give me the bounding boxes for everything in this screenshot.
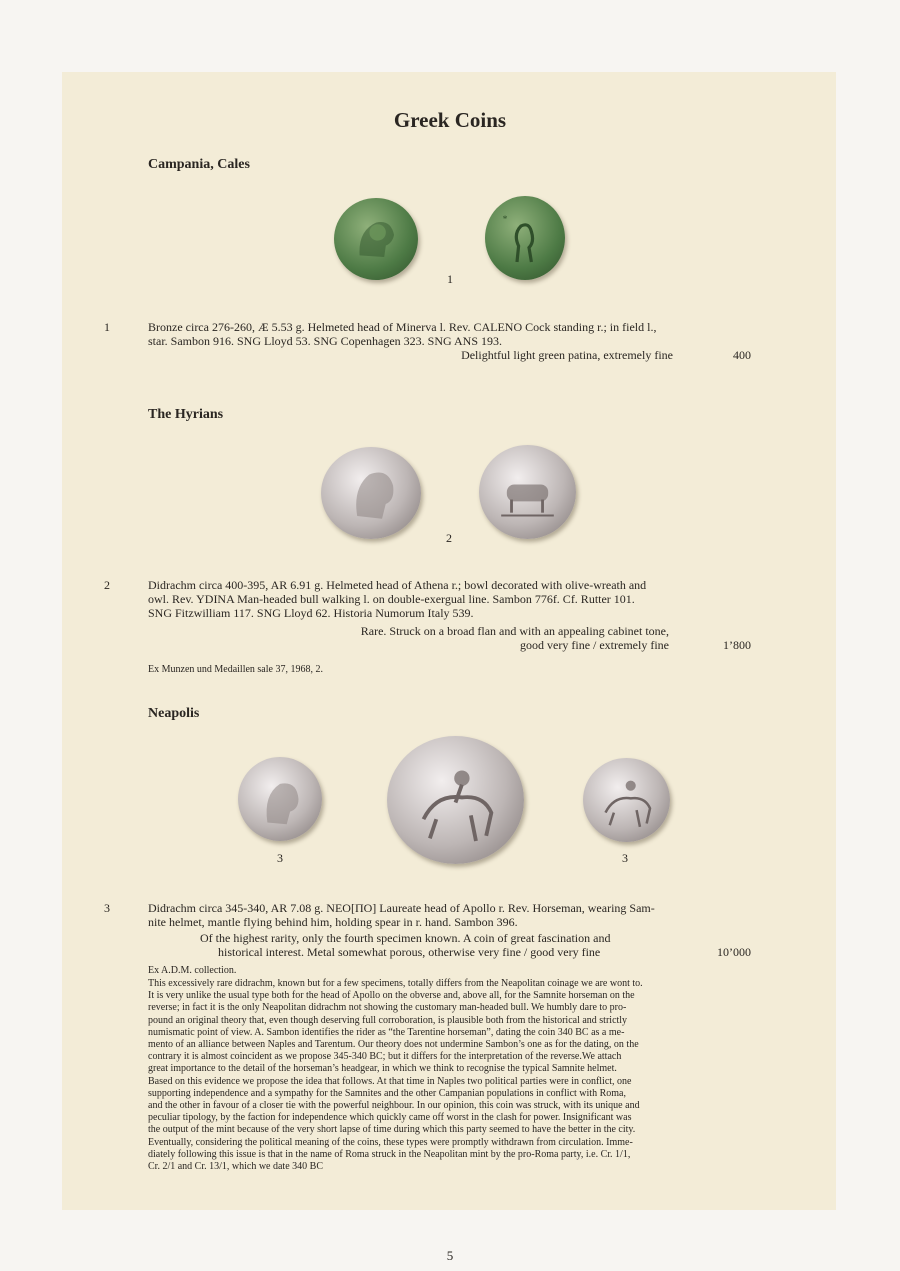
note-line: contrary it is almost coincident as we propose 345-340 BC; but it differs for the interpretation of the reverse.We attach (148, 1051, 622, 1063)
lot-price-3: 10’000 (717, 945, 751, 959)
lot-grade-2-line-2: good very fine / extremely fine (520, 638, 669, 652)
note-line: Eventually, considering the political meaning of the coins, these types were promptly withdrawn from circulation. Imme- (148, 1136, 633, 1148)
lot-grade-1: Delightful light green patina, extremely fine (461, 348, 673, 362)
lot-note-3 (148, 978, 768, 1173)
coin-image-3-reverse-enlarged (387, 736, 524, 864)
lot-description-1 (148, 320, 751, 348)
lot-grade-3-line-1: Of the highest rarity, only the fourth specimen known. A coin of great fascination and (200, 931, 611, 945)
page-title: Greek Coins (393, 108, 507, 132)
note-line: Cr. 2/1 and Cr. 13/1, which we date 340 BC (148, 1161, 323, 1173)
lot-grade-3-line-2: historical interest. Metal somewhat porous, otherwise very fine / good very fine (218, 945, 601, 959)
description-line: owl. Rev. YDINA Man-headed bull walking l. on double-exergual line. Sambon 776f. Cf. Rutter 101. (148, 592, 635, 606)
description-line: Didrachm circa 400-395, AR 6.91 g. Helmeted head of Athena r.; bowl decorated with olive-wreath and (148, 578, 647, 592)
description-line: Didrachm circa 345-340, AR 7.08 g. NEO[ΠO] Laureate head of Apollo r. Rev. Horseman, wearing Sam- (148, 901, 655, 915)
section-heading-neapolis: Neapolis (148, 706, 200, 721)
coin-figure-label-2: 2 (446, 531, 452, 545)
coin-image-2-obverse (321, 447, 421, 539)
lot-description-2 (148, 578, 751, 620)
note-line: great importance to the detail of the horseman’s headgear, in which we think to recognise the typical Samnite helmet. (148, 1063, 617, 1075)
description-line: SNG Fitzwilliam 117. SNG Lloyd 62. Historia Numorum Italy 539. (148, 606, 474, 620)
lot-description-3 (148, 901, 751, 929)
section-heading-cales: Campania, Cales (148, 157, 250, 172)
lot-grade-2-line-1: Rare. Struck on a broad flan and with an appealing cabinet tone, (360, 624, 669, 638)
coin-image-1-obverse (334, 198, 418, 280)
note-line: diately following this issue is that in the name of Roma struck in the Neapolitan mint by the pro-Roma party, i.e. Cr. 1/1, (148, 1148, 631, 1160)
description-line: Bronze circa 276-260, Æ 5.53 g. Helmeted head of Minerva l. Rev. CALENO Cock standing r.; in field l., (148, 320, 657, 334)
description-line: star. Sambon 916. SNG Lloyd 53. SNG Copenhagen 323. SNG ANS 193. (148, 334, 503, 348)
note-line: It is very unlike the usual type both for the head of Apollo on the obverse and, above all, for the Samnite horseman on the (148, 990, 635, 1002)
note-line: mento of an alliance between Naples and Tarentum. Our theory does not undermine Sambon’s one as for the dating, on the (148, 1039, 639, 1051)
lot-provenance-3: Ex A.D.M. collection. (148, 965, 237, 976)
lot-number-2: 2 (104, 578, 110, 592)
note-line: This excessively rare didrachm, known but for a few specimens, totally differs from the Neapolitan coinage we are wont to. (148, 978, 643, 989)
coin-figure-label-3a: 3 (277, 851, 283, 865)
lot-number-1: 1 (104, 320, 110, 334)
coin-image-3-reverse (583, 758, 670, 842)
note-line: numismatic point of view. A. Sambon identifies the rider as “the Tarentine horseman”, dating the coin 340 BC as a me- (148, 1026, 625, 1038)
description-line: nite helmet, mantle flying behind him, holding spear in r. hand. Sambon 396. (148, 915, 518, 929)
lot-price-2: 1’800 (723, 638, 751, 652)
note-line: pound an original theory that, even though deserving full corroboration, is plausible both from the historical and strictly (148, 1014, 628, 1026)
coin-figure-label-3b: 3 (622, 851, 628, 865)
note-line: Based on this evidence we propose the idea that follows. At that time in Naples two political parties were in conflict, one (148, 1075, 632, 1087)
note-line: supporting independence and a sympathy for the Samnites and the other Campanian populations in conflict with Roma, (148, 1087, 626, 1099)
coin-image-3-obverse (238, 757, 322, 841)
lot-provenance-2: Ex Munzen und Medaillen sale 37, 1968, 2. (148, 664, 323, 675)
note-line: the output of the mint because of the very short lapse of time during which this party seemed to have the better in the city. (148, 1124, 636, 1136)
note-line: peculiar tipology, by the faction for independence which quickly came off worst in the clash for power. Insignificant was (148, 1112, 632, 1124)
svg-text:*: * (502, 214, 508, 225)
lot-number-3: 3 (104, 901, 110, 915)
coin-figure-label-1: 1 (447, 272, 453, 286)
page-number: 5 (446, 1248, 454, 1263)
coin-image-2-reverse (479, 445, 576, 539)
note-line: and the other in favour of a closer tie with the powerful neighbour. In our opinion, this coin was struck, with its unique and (148, 1100, 640, 1112)
section-heading-hyrians: The Hyrians (148, 407, 224, 422)
lot-price-1: 400 (733, 348, 751, 362)
coin-image-1-reverse (485, 196, 565, 280)
note-line: reverse; in fact it is the only Neapolitan didrachm not showing the customary man-headed bull. We humbly dare to pro- (148, 1002, 627, 1014)
